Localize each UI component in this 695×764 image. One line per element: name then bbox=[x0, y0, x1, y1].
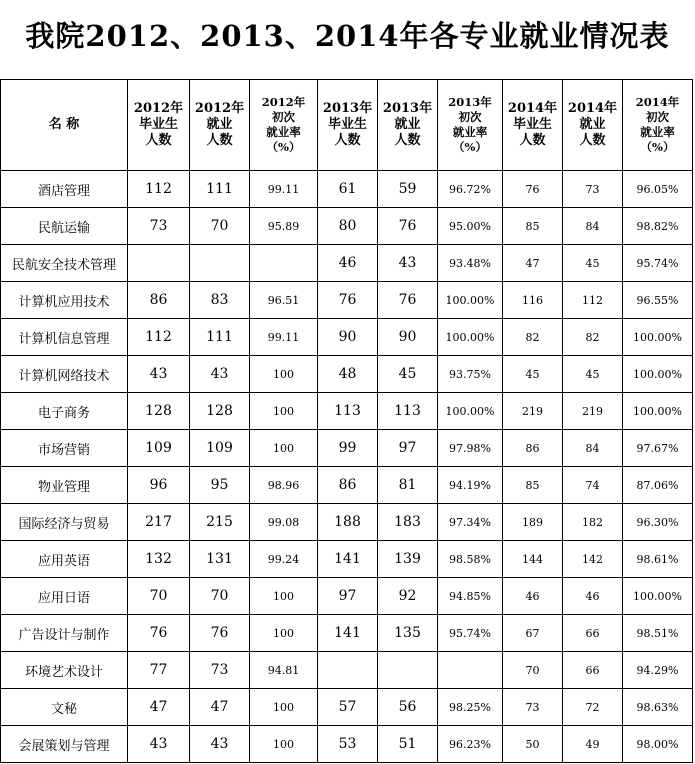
major-name-cell: 计算机信息管理 bbox=[1, 319, 128, 356]
count-cell: 86 bbox=[318, 467, 378, 504]
major-name-cell: 会展策划与管理 bbox=[1, 726, 128, 763]
table-row bbox=[1, 430, 693, 467]
table-row bbox=[1, 504, 693, 541]
count-cell: 83 bbox=[190, 282, 250, 319]
count-cell: 66 bbox=[563, 615, 623, 652]
column-header-line: 2012年 bbox=[194, 101, 245, 116]
major-name-cell: 物业管理 bbox=[1, 467, 128, 504]
table-row bbox=[1, 208, 693, 245]
count-cell bbox=[190, 245, 250, 282]
count-cell: 73 bbox=[128, 208, 190, 245]
count-cell: 56 bbox=[378, 689, 438, 726]
count-cell: 141 bbox=[318, 615, 378, 652]
count-cell: 82 bbox=[563, 319, 623, 356]
count-cell: 76 bbox=[378, 208, 438, 245]
employment-rate-cell: 100.00% bbox=[438, 393, 503, 430]
employment-rate-cell: 98.82% bbox=[623, 208, 693, 245]
table-row bbox=[1, 467, 693, 504]
employment-rate-cell: 94.29% bbox=[623, 652, 693, 689]
employment-rate-cell: 96.23% bbox=[438, 726, 503, 763]
column-header-line: 就业 bbox=[579, 117, 606, 132]
count-cell: 95 bbox=[190, 467, 250, 504]
column-header bbox=[318, 80, 378, 171]
count-cell: 139 bbox=[378, 541, 438, 578]
count-cell: 135 bbox=[378, 615, 438, 652]
count-cell: 90 bbox=[378, 319, 438, 356]
count-cell: 70 bbox=[190, 208, 250, 245]
major-name-cell: 国际经济与贸易 bbox=[1, 504, 128, 541]
count-cell: 92 bbox=[378, 578, 438, 615]
count-cell: 43 bbox=[128, 356, 190, 393]
column-header bbox=[250, 80, 318, 171]
count-cell: 219 bbox=[563, 393, 623, 430]
count-cell bbox=[128, 245, 190, 282]
table-row bbox=[1, 319, 693, 356]
employment-rate-cell: 99.24 bbox=[250, 541, 318, 578]
column-header bbox=[438, 80, 503, 171]
column-header-line: 人数 bbox=[519, 133, 546, 148]
employment-rate-cell: 95.00% bbox=[438, 208, 503, 245]
employment-rate-cell: 96.30% bbox=[623, 504, 693, 541]
employment-rate-cell: 100 bbox=[250, 689, 318, 726]
column-header-line: 初次 bbox=[458, 110, 482, 124]
count-cell bbox=[318, 652, 378, 689]
count-cell: 67 bbox=[503, 615, 563, 652]
major-name-cell: 民航安全技术管理 bbox=[1, 245, 128, 282]
column-header-line: 初次 bbox=[272, 110, 295, 124]
count-cell: 188 bbox=[318, 504, 378, 541]
count-cell: 70 bbox=[503, 652, 563, 689]
count-cell: 76 bbox=[503, 171, 563, 208]
employment-rate-cell: 97.98% bbox=[438, 430, 503, 467]
count-cell: 70 bbox=[128, 578, 190, 615]
table-row bbox=[1, 245, 693, 282]
major-name-cell: 应用英语 bbox=[1, 541, 128, 578]
table-row bbox=[1, 615, 693, 652]
employment-rate-cell: 100 bbox=[250, 430, 318, 467]
major-name-cell: 计算机网络技术 bbox=[1, 356, 128, 393]
employment-rate-cell: 93.75% bbox=[438, 356, 503, 393]
table-row bbox=[1, 689, 693, 726]
employment-rate-cell: 99.08 bbox=[250, 504, 318, 541]
major-name-cell: 计算机应用技术 bbox=[1, 282, 128, 319]
count-cell: 76 bbox=[378, 282, 438, 319]
count-cell: 86 bbox=[128, 282, 190, 319]
count-cell: 111 bbox=[190, 171, 250, 208]
column-header-line: 人数 bbox=[334, 133, 361, 148]
count-cell: 45 bbox=[563, 356, 623, 393]
table-row bbox=[1, 578, 693, 615]
count-cell: 215 bbox=[190, 504, 250, 541]
count-cell: 112 bbox=[128, 171, 190, 208]
count-cell: 144 bbox=[503, 541, 563, 578]
column-header-line: 就业率 bbox=[452, 125, 488, 139]
count-cell: 90 bbox=[318, 319, 378, 356]
count-cell: 97 bbox=[318, 578, 378, 615]
count-cell: 82 bbox=[503, 319, 563, 356]
count-cell: 47 bbox=[503, 245, 563, 282]
count-cell: 70 bbox=[190, 578, 250, 615]
column-header-line: 人数 bbox=[394, 133, 421, 148]
count-cell: 85 bbox=[503, 208, 563, 245]
count-cell: 116 bbox=[503, 282, 563, 319]
column-header-line: 毕业生 bbox=[327, 117, 367, 132]
count-cell: 142 bbox=[563, 541, 623, 578]
column-header-line: 就业率 bbox=[640, 125, 675, 139]
count-cell: 113 bbox=[378, 393, 438, 430]
count-cell: 80 bbox=[318, 208, 378, 245]
count-cell: 61 bbox=[318, 171, 378, 208]
employment-rate-cell: 98.25% bbox=[438, 689, 503, 726]
count-cell: 141 bbox=[318, 541, 378, 578]
employment-rate-cell: 94.81 bbox=[250, 652, 318, 689]
count-cell: 73 bbox=[190, 652, 250, 689]
major-name-cell: 酒店管理 bbox=[1, 171, 128, 208]
employment-rate-cell: 98.63% bbox=[623, 689, 693, 726]
table-body bbox=[1, 171, 693, 763]
employment-rate-cell: 97.67% bbox=[623, 430, 693, 467]
count-cell: 46 bbox=[318, 245, 378, 282]
count-cell: 43 bbox=[128, 726, 190, 763]
count-cell: 86 bbox=[503, 430, 563, 467]
count-cell: 182 bbox=[563, 504, 623, 541]
count-cell: 57 bbox=[318, 689, 378, 726]
employment-rate-cell: 100.00% bbox=[623, 356, 693, 393]
column-header-line: 2014年 bbox=[567, 101, 618, 116]
count-cell: 219 bbox=[503, 393, 563, 430]
count-cell: 109 bbox=[128, 430, 190, 467]
employment-rate-cell: 96.05% bbox=[623, 171, 693, 208]
table-row bbox=[1, 541, 693, 578]
employment-rate-cell: 98.58% bbox=[438, 541, 503, 578]
count-cell: 47 bbox=[128, 689, 190, 726]
employment-rate-cell: 100 bbox=[250, 578, 318, 615]
column-header-line: 2013年 bbox=[382, 101, 433, 116]
employment-rate-cell: 98.51% bbox=[623, 615, 693, 652]
count-cell: 96 bbox=[128, 467, 190, 504]
column-header bbox=[1, 80, 128, 171]
employment-rate-cell: 98.96 bbox=[250, 467, 318, 504]
count-cell: 45 bbox=[563, 245, 623, 282]
count-cell: 97 bbox=[378, 430, 438, 467]
count-cell: 50 bbox=[503, 726, 563, 763]
employment-rate-cell: 100 bbox=[250, 615, 318, 652]
table-row bbox=[1, 356, 693, 393]
employment-rate-cell: 96.55% bbox=[623, 282, 693, 319]
count-cell: 43 bbox=[190, 726, 250, 763]
major-name-cell: 广告设计与制作 bbox=[1, 615, 128, 652]
header-row bbox=[1, 80, 693, 171]
employment-table bbox=[0, 79, 693, 763]
count-cell: 45 bbox=[503, 356, 563, 393]
employment-rate-cell: 98.61% bbox=[623, 541, 693, 578]
count-cell: 189 bbox=[503, 504, 563, 541]
table-row bbox=[1, 282, 693, 319]
column-header-line: 2013年 bbox=[322, 101, 373, 116]
count-cell: 49 bbox=[563, 726, 623, 763]
column-header-line: 毕业生 bbox=[512, 117, 552, 132]
count-cell: 66 bbox=[563, 652, 623, 689]
count-cell: 128 bbox=[128, 393, 190, 430]
column-header-line: 2014年 bbox=[635, 95, 680, 109]
column-header-line: （%） bbox=[453, 140, 487, 154]
count-cell bbox=[378, 652, 438, 689]
column-header-line: 名 称 bbox=[48, 117, 80, 132]
count-cell: 43 bbox=[190, 356, 250, 393]
count-cell: 113 bbox=[318, 393, 378, 430]
major-name-cell: 环境艺术设计 bbox=[1, 652, 128, 689]
count-cell: 132 bbox=[128, 541, 190, 578]
column-header bbox=[190, 80, 250, 171]
count-cell: 45 bbox=[378, 356, 438, 393]
employment-rate-cell: 100 bbox=[250, 726, 318, 763]
count-cell: 111 bbox=[190, 319, 250, 356]
employment-rate-cell: 100.00% bbox=[623, 393, 693, 430]
count-cell: 85 bbox=[503, 467, 563, 504]
employment-rate-cell: 87.06% bbox=[623, 467, 693, 504]
count-cell: 53 bbox=[318, 726, 378, 763]
column-header-line: 初次 bbox=[646, 110, 669, 124]
column-header-line: 人数 bbox=[579, 133, 606, 148]
column-header-line: 2014年 bbox=[507, 101, 558, 116]
employment-rate-cell: 100 bbox=[250, 393, 318, 430]
count-cell: 76 bbox=[190, 615, 250, 652]
count-cell: 51 bbox=[378, 726, 438, 763]
column-header-line: 毕业生 bbox=[138, 117, 178, 132]
employment-rate-cell: 99.11 bbox=[250, 171, 318, 208]
count-cell: 81 bbox=[378, 467, 438, 504]
count-cell: 128 bbox=[190, 393, 250, 430]
table-row bbox=[1, 393, 693, 430]
count-cell: 112 bbox=[563, 282, 623, 319]
major-name-cell: 电子商务 bbox=[1, 393, 128, 430]
employment-rate-cell: 100 bbox=[250, 356, 318, 393]
employment-rate-cell: 99.11 bbox=[250, 319, 318, 356]
page-title: 我院2012、2013、2014年各专业就业情况表 bbox=[25, 19, 670, 53]
major-name-cell: 应用日语 bbox=[1, 578, 128, 615]
count-cell: 74 bbox=[563, 467, 623, 504]
count-cell: 76 bbox=[318, 282, 378, 319]
column-header bbox=[563, 80, 623, 171]
count-cell: 183 bbox=[378, 504, 438, 541]
employment-rate-cell: 94.19% bbox=[438, 467, 503, 504]
count-cell: 46 bbox=[563, 578, 623, 615]
table-row bbox=[1, 726, 693, 763]
employment-rate-cell: 93.48% bbox=[438, 245, 503, 282]
employment-rate-cell: 95.74% bbox=[623, 245, 693, 282]
count-cell: 109 bbox=[190, 430, 250, 467]
column-header bbox=[623, 80, 693, 171]
column-header bbox=[503, 80, 563, 171]
count-cell: 76 bbox=[128, 615, 190, 652]
column-header-line: 2012年 bbox=[261, 95, 306, 109]
employment-rate-cell bbox=[250, 245, 318, 282]
table-row bbox=[1, 652, 693, 689]
column-header-line: 就业率 bbox=[266, 125, 301, 139]
count-cell: 73 bbox=[503, 689, 563, 726]
column-header-line: 就业 bbox=[206, 117, 233, 132]
count-cell: 47 bbox=[190, 689, 250, 726]
count-cell: 84 bbox=[563, 430, 623, 467]
column-header-line: 人数 bbox=[206, 133, 233, 148]
employment-rate-cell: 96.72% bbox=[438, 171, 503, 208]
employment-rate-cell bbox=[438, 652, 503, 689]
count-cell: 73 bbox=[563, 171, 623, 208]
count-cell: 99 bbox=[318, 430, 378, 467]
employment-rate-cell: 95.74% bbox=[438, 615, 503, 652]
employment-rate-cell: 100.00% bbox=[623, 578, 693, 615]
count-cell: 77 bbox=[128, 652, 190, 689]
count-cell: 72 bbox=[563, 689, 623, 726]
employment-rate-cell: 100.00% bbox=[438, 282, 503, 319]
column-header-line: （%） bbox=[640, 140, 675, 154]
column-header-line: （%） bbox=[266, 140, 301, 154]
column-header-line: 就业 bbox=[394, 117, 421, 132]
count-cell: 59 bbox=[378, 171, 438, 208]
employment-rate-cell: 98.00% bbox=[623, 726, 693, 763]
column-header-line: 人数 bbox=[145, 133, 172, 148]
count-cell: 131 bbox=[190, 541, 250, 578]
employment-rate-cell: 96.51 bbox=[250, 282, 318, 319]
table-row bbox=[1, 171, 693, 208]
count-cell: 43 bbox=[378, 245, 438, 282]
column-header bbox=[378, 80, 438, 171]
employment-rate-cell: 100.00% bbox=[438, 319, 503, 356]
count-cell: 217 bbox=[128, 504, 190, 541]
column-header-line: 2013年 bbox=[448, 95, 492, 109]
employment-rate-cell: 97.34% bbox=[438, 504, 503, 541]
count-cell: 84 bbox=[563, 208, 623, 245]
major-name-cell: 民航运输 bbox=[1, 208, 128, 245]
column-header-line: 2012年 bbox=[133, 101, 184, 116]
employment-rate-cell: 94.85% bbox=[438, 578, 503, 615]
count-cell: 48 bbox=[318, 356, 378, 393]
count-cell: 112 bbox=[128, 319, 190, 356]
count-cell: 46 bbox=[503, 578, 563, 615]
employment-rate-cell: 95.89 bbox=[250, 208, 318, 245]
employment-rate-cell: 100.00% bbox=[623, 319, 693, 356]
major-name-cell: 市场营销 bbox=[1, 430, 128, 467]
column-header bbox=[128, 80, 190, 171]
major-name-cell: 文秘 bbox=[1, 689, 128, 726]
